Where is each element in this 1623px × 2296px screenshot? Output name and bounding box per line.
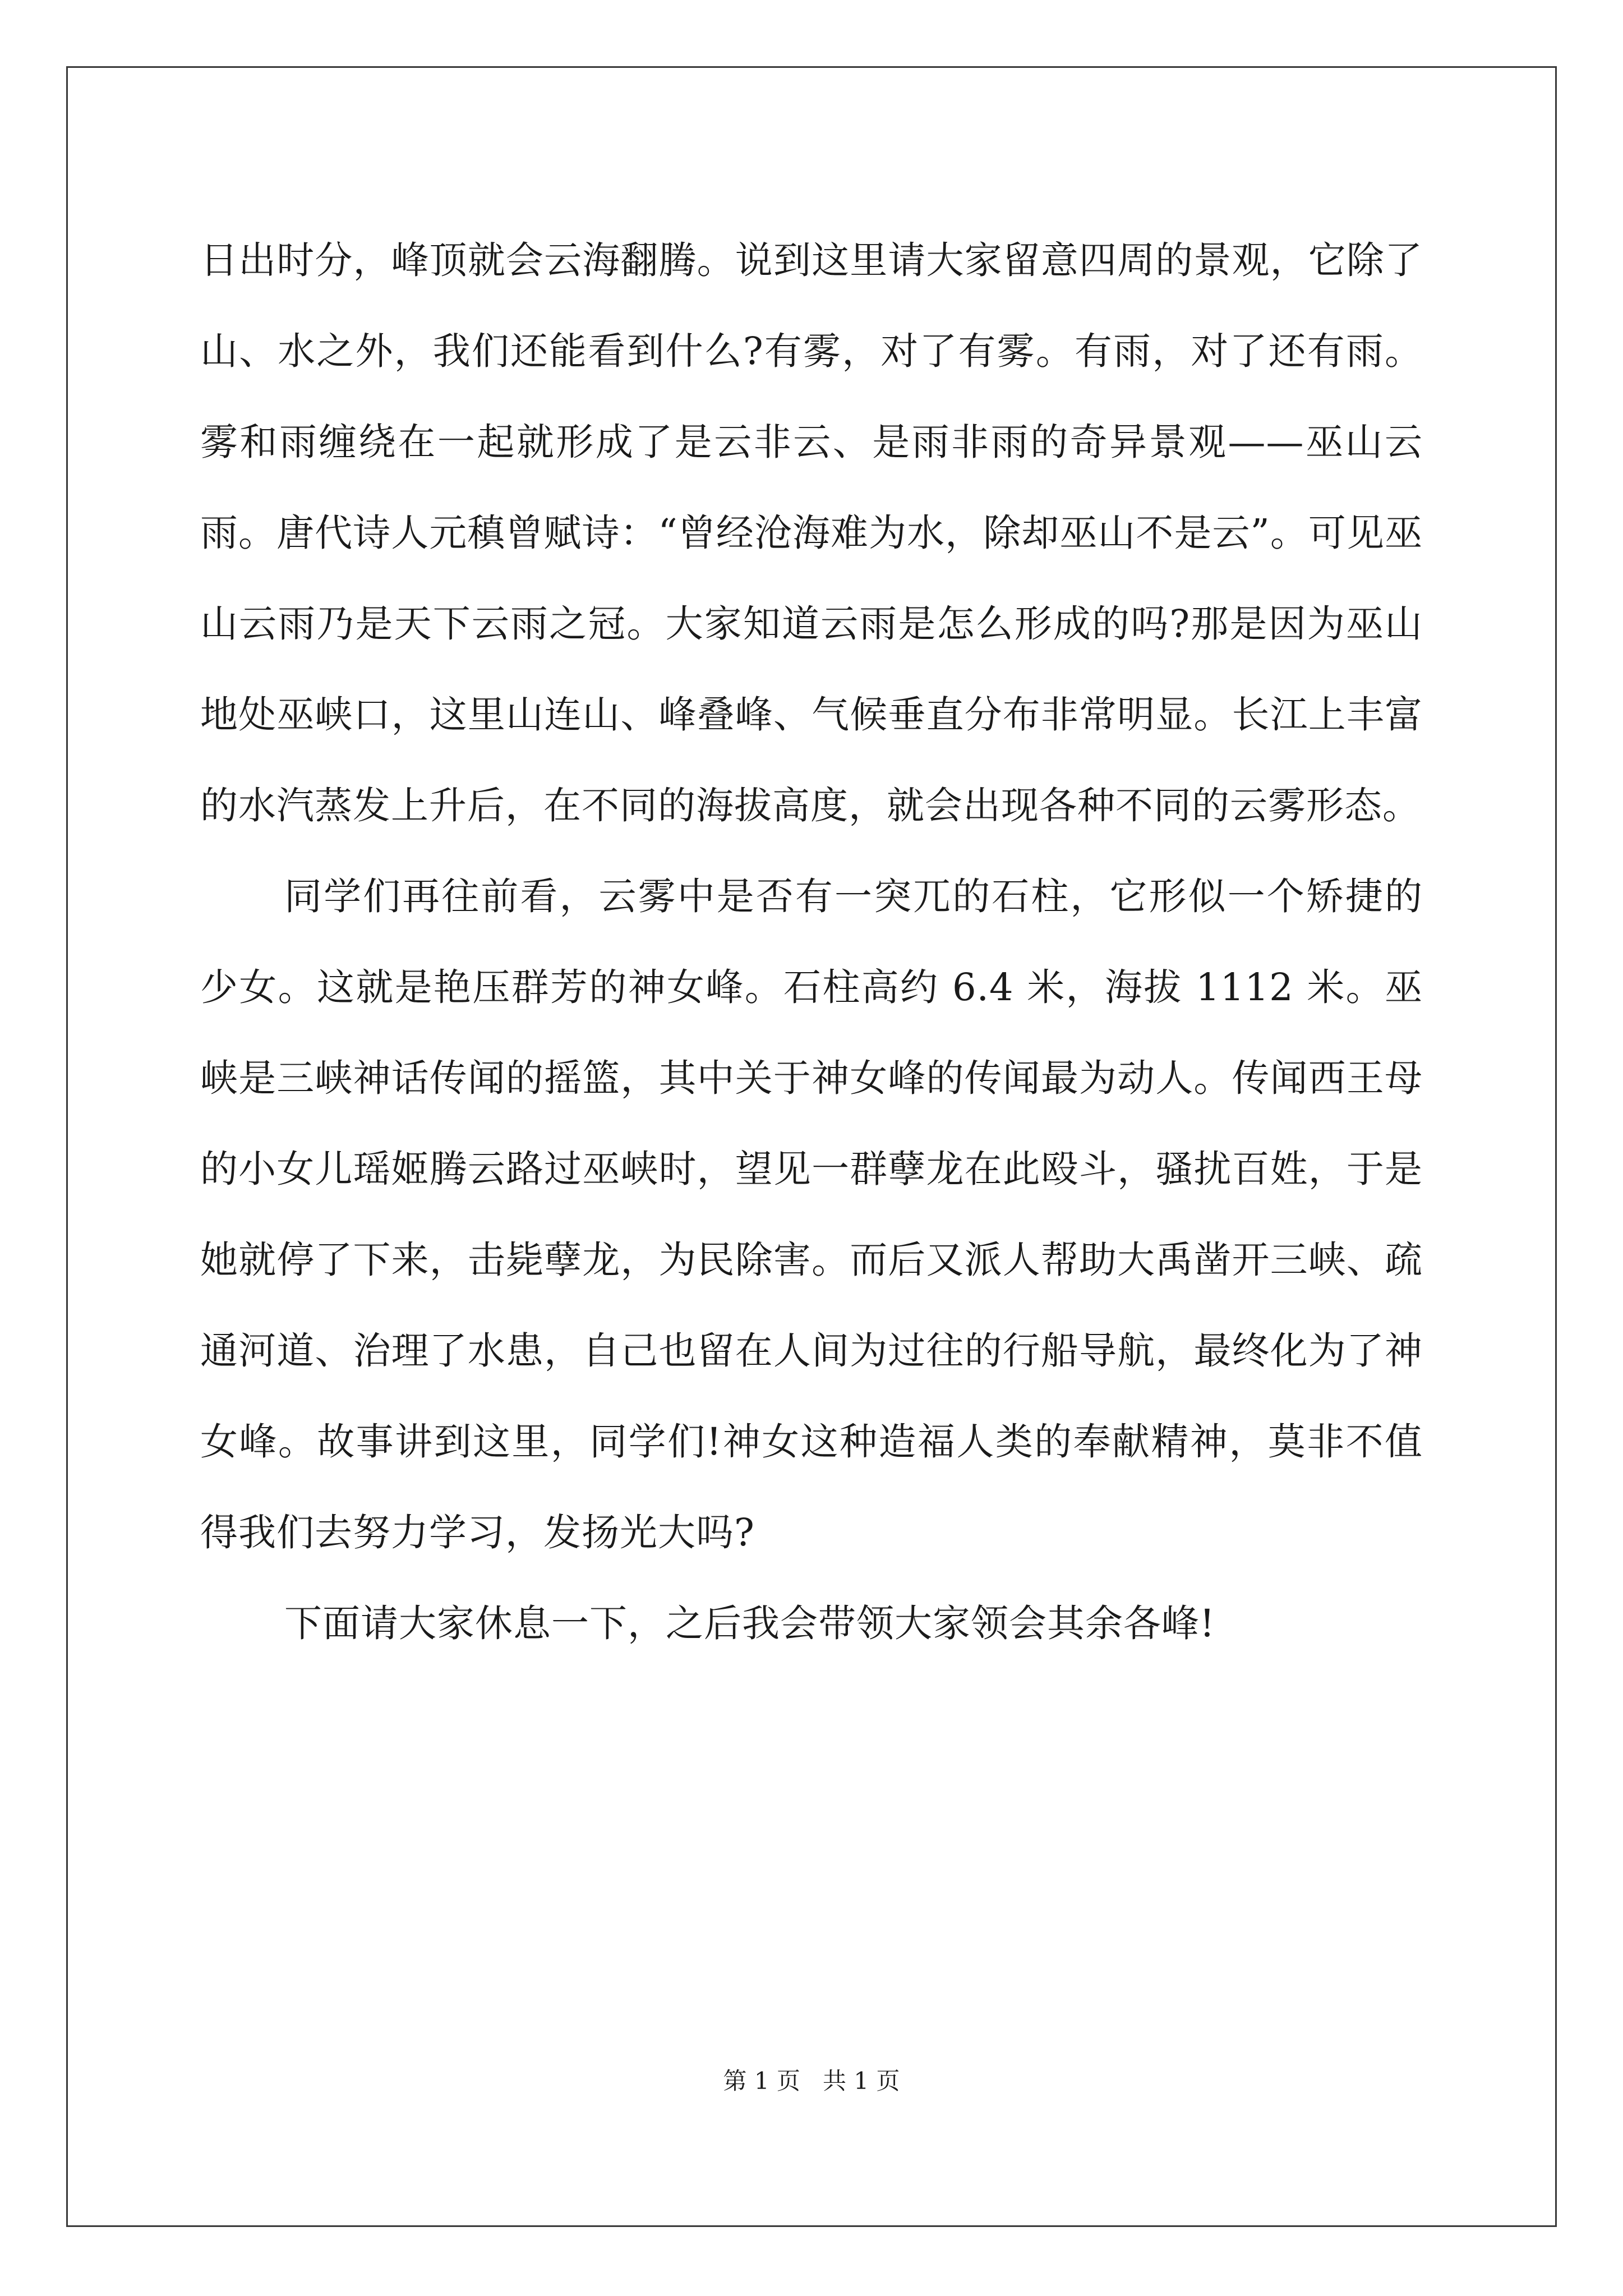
page-footer: 第 1 页 共 1 页: [723, 2067, 900, 2095]
document-body: [200, 215, 1423, 1669]
paragraph-2: 同学们再往前看，云雾中是否有一突兀的石柱，它形似一个矫捷的少女。这就是艳压群芳的神女峰。石柱高约 6.4 米，海拔 1112 米。巫峡是三峡神话传闻的摇篮，其中关于神女峰的传闻最为动人。传闻西王母的小女儿瑶姬腾云路过巫峡时，望见一群孽龙在此殴斗，骚扰百姓，于是她就停了下来，击毙孽龙，为民除害。而后又派人帮助大禹凿开三峡、疏通河道、治理了水患，自己也留在人间为过往的行船导航，最终化为了神女峰。故事讲到这里，同学们!神女这种造福人类的奉献精神，莫非不值得我们去努力学习，发扬光大吗?: [200, 875, 1423, 1554]
paragraph-1: 日出时分，峰顶就会云海翻腾。说到这里请大家留意四周的景观，它除了山、水之外，我们还能看到什么?有雾，对了有雾。有雨，对了还有雨。雾和雨缠绕在一起就形成了是云非云、是雨非雨的奇异景观——巫山云雨。唐代诗人元稹曾赋诗：“曾经沧海难为水，除却巫山不是云”。可见巫山云雨乃是天下云雨之冠。大家知道云雨是怎么形成的吗?那是因为巫山地处巫峡口，这里山连山、峰叠峰、气候垂直分布非常明显。长江上丰富的水汽蒸发上升后，在不同的海拔高度，就会出现各种不同的云雾形态。: [200, 238, 1423, 827]
paragraph-3: 下面请大家休息一下，之后我会带领大家领会其余各峰!: [284, 1602, 1215, 1645]
